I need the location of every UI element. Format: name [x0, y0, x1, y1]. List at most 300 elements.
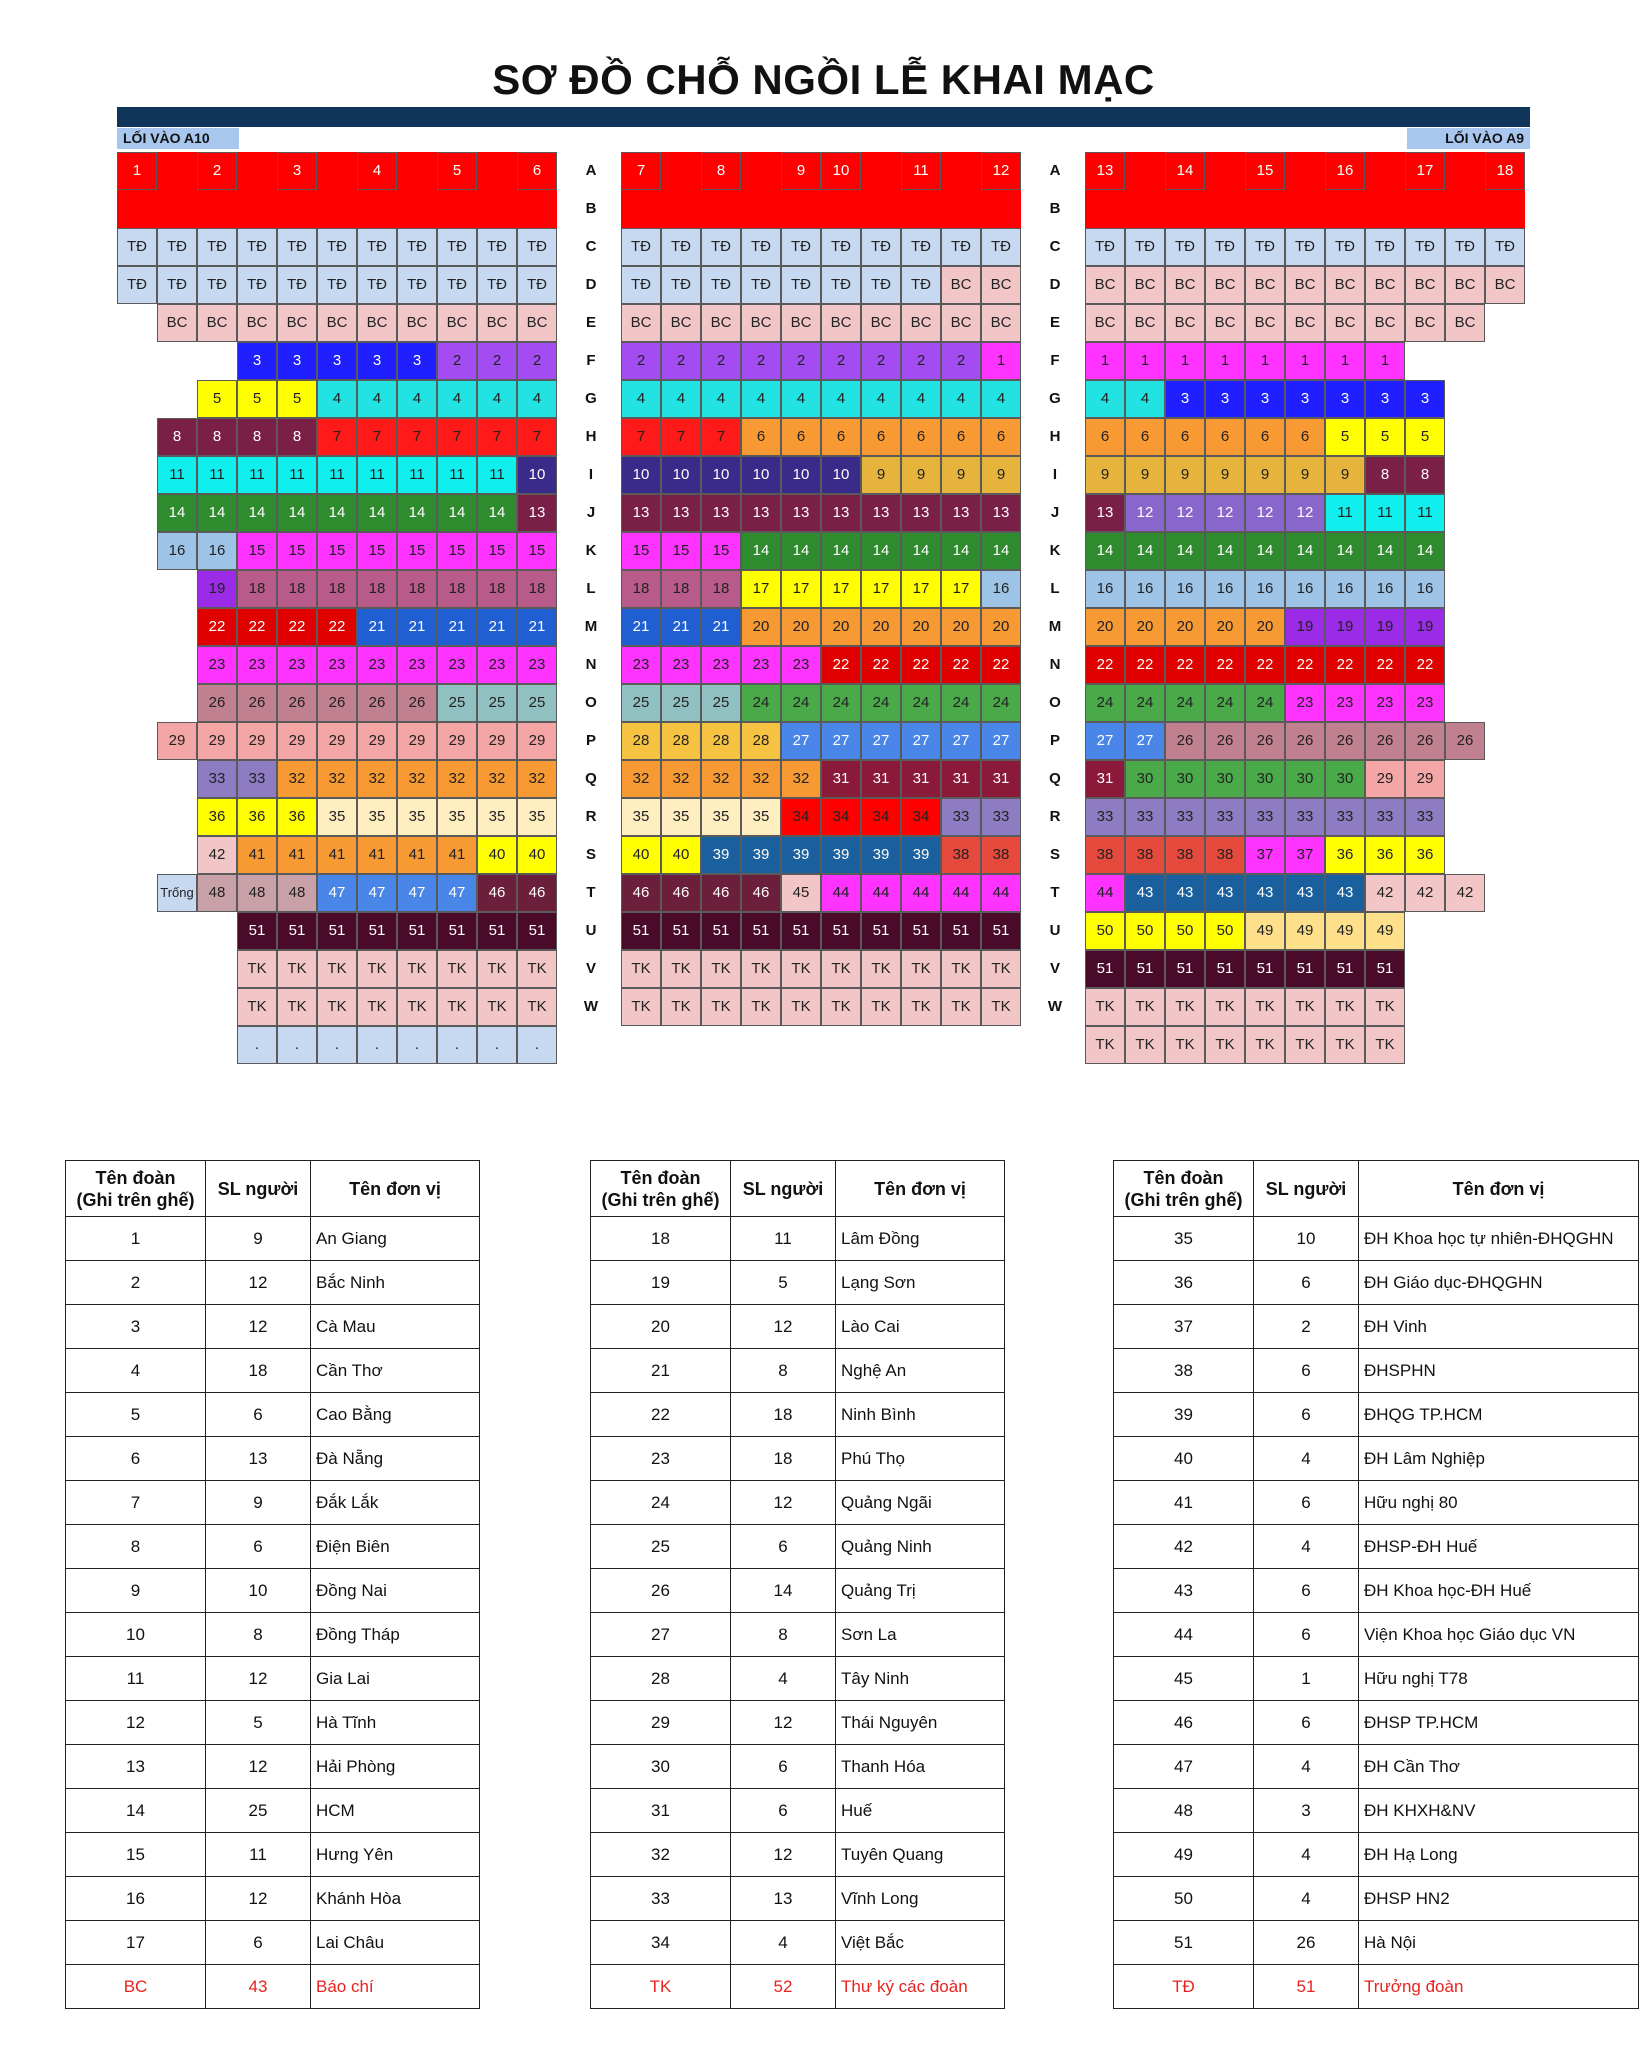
seat: 20	[861, 608, 901, 646]
seat-row-a-right: 16	[1325, 152, 1365, 190]
legend-code: 51	[1114, 1921, 1254, 1965]
seat: 14	[1205, 532, 1245, 570]
seat: BC	[1325, 266, 1365, 304]
legend-count: 11	[731, 1217, 836, 1261]
seat: 51	[1165, 950, 1205, 988]
seat: 15	[277, 532, 317, 570]
legend-code: 3	[66, 1305, 206, 1349]
row-label: W	[1047, 998, 1063, 1015]
seat: 4	[861, 380, 901, 418]
row-label: A	[1049, 162, 1061, 179]
row-label: N	[585, 656, 597, 673]
legend-code: 18	[591, 1217, 731, 1261]
seat: 2	[941, 342, 981, 380]
legend-row	[1114, 1833, 1639, 1877]
seat: 4	[821, 380, 861, 418]
seat: TĐ	[1485, 228, 1525, 266]
seat: 23	[317, 646, 357, 684]
seat: 46	[661, 874, 701, 912]
seat: BC	[1445, 266, 1485, 304]
seat: 11	[477, 456, 517, 494]
legend-header-col3: Tên đơn vị	[836, 1161, 1005, 1217]
legend-count: 25	[206, 1789, 311, 1833]
seat: BC	[1125, 304, 1165, 342]
seat: 23	[1365, 684, 1405, 722]
seat: 3	[1365, 380, 1405, 418]
seat: TK	[1085, 988, 1125, 1026]
seat: TĐ	[741, 228, 781, 266]
seat-row-a-center: 7	[621, 152, 661, 190]
legend-code: 26	[591, 1569, 731, 1613]
legend-unit: Hà Nội	[1359, 1921, 1639, 1965]
seat: 19	[1285, 608, 1325, 646]
seat: 29	[437, 722, 477, 760]
seat: 1	[1325, 342, 1365, 380]
seat: TĐ	[981, 228, 1021, 266]
seat: 18	[317, 570, 357, 608]
seat: 15	[317, 532, 357, 570]
seat: TĐ	[397, 266, 437, 304]
seat: 29	[237, 722, 277, 760]
legend-row	[66, 1217, 480, 1261]
seat: 11	[317, 456, 357, 494]
seat: 7	[477, 418, 517, 456]
legend-count: 12	[206, 1745, 311, 1789]
seat: 13	[901, 494, 941, 532]
seat-row-a-left: 5	[437, 152, 477, 190]
seat: 15	[437, 532, 477, 570]
seat: .	[317, 1026, 357, 1064]
seat: TĐ	[157, 266, 197, 304]
seat: 10	[701, 456, 741, 494]
seat-row-a-right	[1125, 152, 1165, 190]
seat: 3	[1285, 380, 1325, 418]
seat: 47	[317, 874, 357, 912]
seat: 35	[701, 798, 741, 836]
seat: 1	[1285, 342, 1325, 380]
legend-row	[591, 1657, 1005, 1701]
seat: 37	[1245, 836, 1285, 874]
seat: 33	[941, 798, 981, 836]
legend-count: 5	[206, 1701, 311, 1745]
seat: 26	[397, 684, 437, 722]
seat-row-a-right: 13	[1085, 152, 1125, 190]
legend-count: 12	[206, 1657, 311, 1701]
seat: 8	[197, 418, 237, 456]
seat: 51	[861, 912, 901, 950]
seat: 13	[861, 494, 901, 532]
legend-unit: ĐHQG TP.HCM	[1359, 1393, 1639, 1437]
seat: 16	[1125, 570, 1165, 608]
seat: TK	[901, 988, 941, 1026]
legend-header-col1: Tên đoàn (Ghi trên ghế)	[66, 1161, 206, 1217]
seat: 4	[941, 380, 981, 418]
seat: TK	[1285, 1026, 1325, 1064]
legend-row	[591, 1437, 1005, 1481]
seat: TK	[237, 988, 277, 1026]
seat: 22	[277, 608, 317, 646]
seat: 23	[1405, 684, 1445, 722]
row-label: M	[584, 618, 598, 635]
seat: 6	[821, 418, 861, 456]
seat-row-a-left: 4	[357, 152, 397, 190]
seat-row-a-left: 1	[117, 152, 157, 190]
seat: 11	[237, 456, 277, 494]
seat: 31	[981, 760, 1021, 798]
seat: 14	[821, 532, 861, 570]
seat: TĐ	[1085, 228, 1125, 266]
seat: 39	[861, 836, 901, 874]
legend-code: 34	[591, 1921, 731, 1965]
seat: 9	[1285, 456, 1325, 494]
legend-count: 4	[1254, 1745, 1359, 1789]
seat: 29	[277, 722, 317, 760]
seat: 5	[1365, 418, 1405, 456]
seat: BC	[1405, 304, 1445, 342]
seat: 35	[621, 798, 661, 836]
legend-row	[591, 1217, 1005, 1261]
seat: 22	[941, 646, 981, 684]
legend-row	[1114, 1217, 1639, 1261]
legend-count: 6	[206, 1393, 311, 1437]
seat: 20	[1205, 608, 1245, 646]
seat: 19	[1405, 608, 1445, 646]
seat: 26	[277, 684, 317, 722]
seat: 4	[661, 380, 701, 418]
seat: 25	[621, 684, 661, 722]
seat: TK	[237, 950, 277, 988]
legend-row	[591, 1789, 1005, 1833]
seat: 24	[1245, 684, 1285, 722]
seat: 2	[477, 342, 517, 380]
legend-count: 26	[1254, 1921, 1359, 1965]
seat: 20	[941, 608, 981, 646]
seat: TĐ	[1405, 228, 1445, 266]
seat: BC	[477, 304, 517, 342]
seat: 46	[621, 874, 661, 912]
seat: 9	[1325, 456, 1365, 494]
legend-code: 38	[1114, 1349, 1254, 1393]
seat: 23	[357, 646, 397, 684]
legend-code: 41	[1114, 1481, 1254, 1525]
seat: 24	[981, 684, 1021, 722]
legend-unit: ĐH Giáo dục-ĐHQGHN	[1359, 1261, 1639, 1305]
seat: 3	[1165, 380, 1205, 418]
seat: 5	[1325, 418, 1365, 456]
seat: TK	[1285, 988, 1325, 1026]
seat: 14	[237, 494, 277, 532]
seat: 32	[701, 760, 741, 798]
seat: 23	[397, 646, 437, 684]
legend-count: 6	[1254, 1393, 1359, 1437]
legend-count: 10	[206, 1569, 311, 1613]
seat: 10	[661, 456, 701, 494]
seat: 49	[1245, 912, 1285, 950]
seat: 14	[1125, 532, 1165, 570]
seat: 32	[437, 760, 477, 798]
seat: 16	[197, 532, 237, 570]
seat: 29	[397, 722, 437, 760]
seat: TK	[517, 988, 557, 1026]
seat: 15	[661, 532, 701, 570]
seat: BC	[941, 304, 981, 342]
seat-row-a-right	[1285, 152, 1325, 190]
legend-row	[1114, 1745, 1639, 1789]
legend-row	[1114, 1393, 1639, 1437]
seat: 18	[277, 570, 317, 608]
seat: TK	[1325, 988, 1365, 1026]
seat: 8	[237, 418, 277, 456]
legend-row	[66, 1569, 480, 1613]
seat: 16	[157, 532, 197, 570]
seat: 6	[1205, 418, 1245, 456]
seat: 22	[1285, 646, 1325, 684]
seat: 32	[357, 760, 397, 798]
legend-row	[66, 1745, 480, 1789]
legend-unit: ĐH Lâm Nghiệp	[1359, 1437, 1639, 1481]
legend-code: 21	[591, 1349, 731, 1393]
seat: 4	[781, 380, 821, 418]
legend-row	[591, 1305, 1005, 1349]
seat: 23	[477, 646, 517, 684]
seat: 14	[1165, 532, 1205, 570]
seat: BC	[1405, 266, 1445, 304]
seat: BC	[1245, 304, 1285, 342]
seat: 25	[661, 684, 701, 722]
seat: 48	[237, 874, 277, 912]
seat: 30	[1325, 760, 1365, 798]
seat: TĐ	[621, 228, 661, 266]
legend-unit: ĐH Khoa học-ĐH Huế	[1359, 1569, 1639, 1613]
seat: 50	[1085, 912, 1125, 950]
seat: 24	[1165, 684, 1205, 722]
seat: 36	[1405, 836, 1445, 874]
seat: Trống	[157, 874, 197, 912]
seat: 40	[661, 836, 701, 874]
legend-row	[1114, 1305, 1639, 1349]
seat: 17	[901, 570, 941, 608]
legend-count: 9	[206, 1481, 311, 1525]
seat: 23	[1285, 684, 1325, 722]
legend-code: 17	[66, 1921, 206, 1965]
legend-unit: Hữu nghị T78	[1359, 1657, 1639, 1701]
seat: 39	[741, 836, 781, 874]
legend-row	[591, 1701, 1005, 1745]
legend-count: 12	[206, 1305, 311, 1349]
seat: 42	[197, 836, 237, 874]
seat: 9	[901, 456, 941, 494]
seat: .	[477, 1026, 517, 1064]
legend-count: 6	[1254, 1349, 1359, 1393]
seat: TK	[701, 950, 741, 988]
legend-code: BC	[66, 1965, 206, 2009]
seat: 21	[357, 608, 397, 646]
row-label: C	[1049, 238, 1061, 255]
seat: 32	[781, 760, 821, 798]
seat: BC	[1245, 266, 1285, 304]
seat: 10	[621, 456, 661, 494]
seat-row-a-right: 14	[1165, 152, 1205, 190]
seat: 22	[1405, 646, 1445, 684]
seat: TK	[1165, 988, 1205, 1026]
seat: 31	[1085, 760, 1125, 798]
seat-row-a-left	[157, 152, 197, 190]
legend-row	[66, 1481, 480, 1525]
seat: 39	[821, 836, 861, 874]
seat: 13	[781, 494, 821, 532]
seat: 10	[741, 456, 781, 494]
seat: TK	[1125, 1026, 1165, 1064]
seat: 1	[981, 342, 1021, 380]
legend-code: 27	[591, 1613, 731, 1657]
legend-count: 4	[1254, 1877, 1359, 1921]
seat: 9	[941, 456, 981, 494]
seat: 7	[701, 418, 741, 456]
seat: 5	[237, 380, 277, 418]
legend-code: 37	[1114, 1305, 1254, 1349]
seat: 24	[1085, 684, 1125, 722]
seat: 17	[821, 570, 861, 608]
seat: .	[397, 1026, 437, 1064]
legend-code: 25	[591, 1525, 731, 1569]
seat: 47	[397, 874, 437, 912]
seat: BC	[1365, 304, 1405, 342]
legend-unit: ĐH Khoa học tự nhiên-ĐHQGHN	[1359, 1217, 1639, 1261]
legend-row	[591, 1833, 1005, 1877]
seat: 11	[397, 456, 437, 494]
seat: 14	[941, 532, 981, 570]
seat: 23	[277, 646, 317, 684]
seat: TĐ	[197, 266, 237, 304]
seat: 26	[1205, 722, 1245, 760]
seat: 33	[1245, 798, 1285, 836]
row-label: G	[585, 390, 597, 407]
legend-header-col1: Tên đoàn (Ghi trên ghế)	[1114, 1161, 1254, 1217]
seat: 51	[1205, 950, 1245, 988]
legend-unit: Thái Nguyên	[836, 1701, 1005, 1745]
seat: 13	[981, 494, 1021, 532]
seat: TK	[1165, 1026, 1205, 1064]
row-label: V	[1049, 960, 1060, 977]
legend-unit: Ninh Bình	[836, 1393, 1005, 1437]
legend-code: 29	[591, 1701, 731, 1745]
seat: TĐ	[1445, 228, 1485, 266]
legend-row	[66, 1261, 480, 1305]
legend-count: 6	[206, 1525, 311, 1569]
seat: TK	[1085, 1026, 1125, 1064]
legend-unit: Gia Lai	[311, 1657, 480, 1701]
seat: 31	[821, 760, 861, 798]
seat: 26	[237, 684, 277, 722]
seat: 17	[941, 570, 981, 608]
seat: TK	[1365, 1026, 1405, 1064]
legend-row	[591, 1921, 1005, 1965]
legend-code: 50	[1114, 1877, 1254, 1921]
seat: TĐ	[701, 228, 741, 266]
seat: 2	[437, 342, 477, 380]
seat: BC	[781, 304, 821, 342]
seat: 29	[477, 722, 517, 760]
seat: BC	[1285, 304, 1325, 342]
legend-row	[66, 1437, 480, 1481]
row-label: E	[1049, 314, 1060, 331]
seat: 17	[781, 570, 821, 608]
seat: 16	[1205, 570, 1245, 608]
legend-row	[591, 1349, 1005, 1393]
seat: BC	[1085, 304, 1125, 342]
seat: 16	[1405, 570, 1445, 608]
row-label: Q	[1049, 770, 1061, 787]
seat: 27	[981, 722, 1021, 760]
legend-count: 51	[1254, 1965, 1359, 2009]
legend-unit: ĐHSP TP.HCM	[1359, 1701, 1639, 1745]
seat: 14	[1365, 532, 1405, 570]
seat: 16	[1325, 570, 1365, 608]
seat: 27	[781, 722, 821, 760]
legend-unit: Tây Ninh	[836, 1657, 1005, 1701]
seat: 11	[197, 456, 237, 494]
legend-unit: Quảng Ngãi	[836, 1481, 1005, 1525]
seat: TK	[901, 950, 941, 988]
seat: 35	[357, 798, 397, 836]
legend-code: 4	[66, 1349, 206, 1393]
seat: 34	[901, 798, 941, 836]
seat: BC	[861, 304, 901, 342]
seat: 44	[1085, 874, 1125, 912]
seat: 44	[981, 874, 1021, 912]
legend-row	[591, 1965, 1005, 2009]
seat: 27	[1125, 722, 1165, 760]
legend-unit: Phú Thọ	[836, 1437, 1005, 1481]
seat: 3	[357, 342, 397, 380]
legend-count: 6	[731, 1745, 836, 1789]
seat: 2	[741, 342, 781, 380]
seat: TK	[741, 950, 781, 988]
legend-unit: Hưng Yên	[311, 1833, 480, 1877]
seat: 22	[981, 646, 1021, 684]
legend-unit: Sơn La	[836, 1613, 1005, 1657]
seat: 13	[941, 494, 981, 532]
seat: 2	[701, 342, 741, 380]
legend-code: 15	[66, 1833, 206, 1877]
seat: 23	[517, 646, 557, 684]
seat: 3	[1245, 380, 1285, 418]
seat: BC	[1085, 266, 1125, 304]
legend-code: 47	[1114, 1745, 1254, 1789]
seat-row-b-right	[1085, 190, 1525, 228]
seat: 22	[1325, 646, 1365, 684]
seat: 7	[517, 418, 557, 456]
seat: 43	[1285, 874, 1325, 912]
seat: 6	[901, 418, 941, 456]
seat: 28	[621, 722, 661, 760]
row-label: I	[1052, 466, 1058, 483]
legend-unit: Trưởng đoàn	[1359, 1965, 1639, 2009]
seat: TĐ	[437, 266, 477, 304]
seat: 22	[197, 608, 237, 646]
legend-unit: Lâm Đồng	[836, 1217, 1005, 1261]
seat: 14	[981, 532, 1021, 570]
seat: 47	[437, 874, 477, 912]
seat: 35	[437, 798, 477, 836]
legend-unit: ĐHSPHN	[1359, 1349, 1639, 1393]
seat: 24	[1205, 684, 1245, 722]
seat: 14	[477, 494, 517, 532]
legend-code: 39	[1114, 1393, 1254, 1437]
seat: 25	[437, 684, 477, 722]
seat: TĐ	[821, 266, 861, 304]
seat: BC	[981, 266, 1021, 304]
